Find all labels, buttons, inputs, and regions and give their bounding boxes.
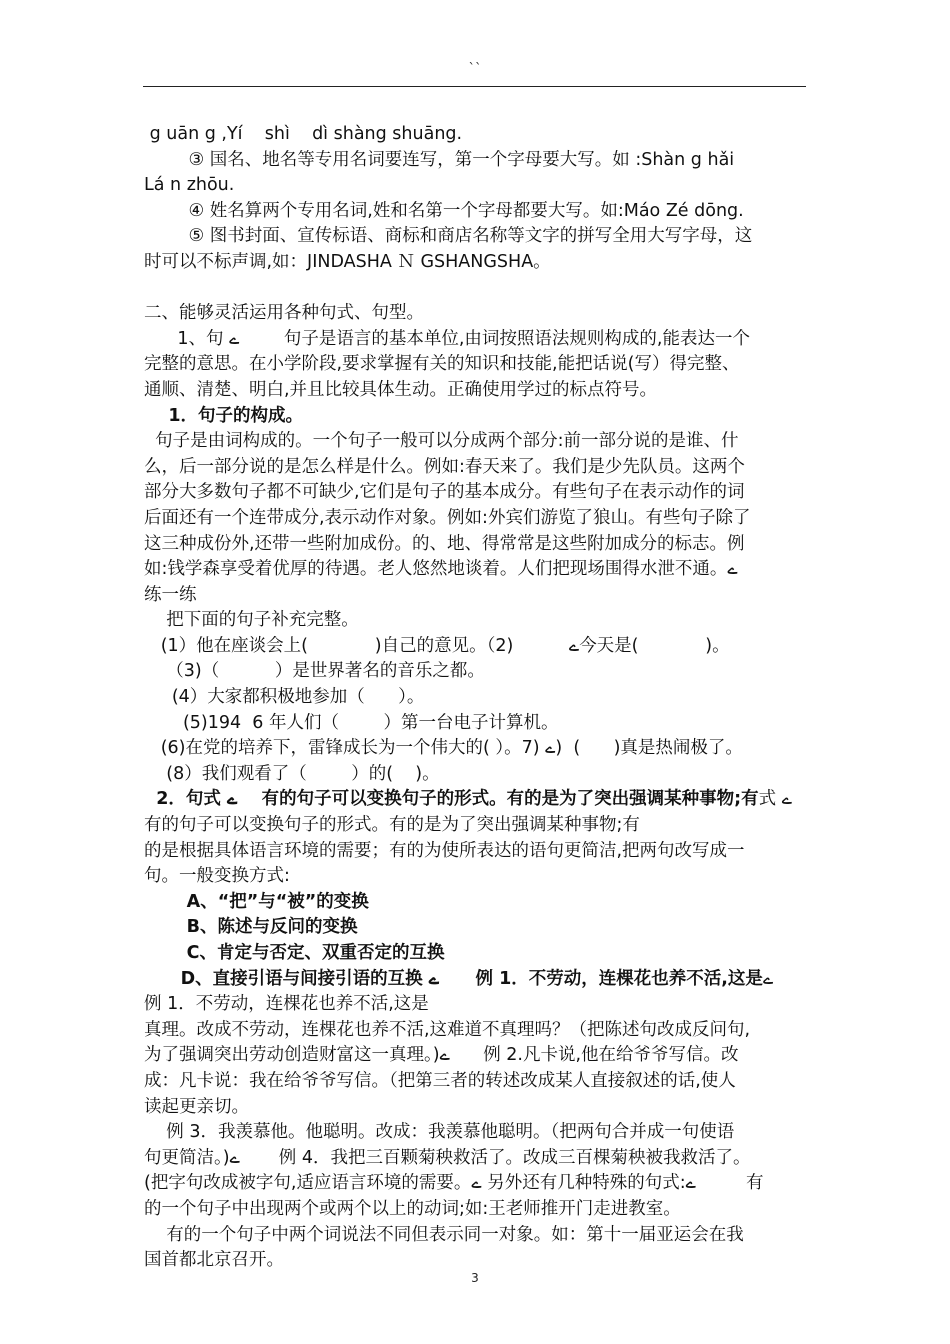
text-line: Lá n zhōu. (144, 175, 235, 196)
text-line: 国首都北京召开。 (144, 1250, 284, 1271)
text-line: (6)在党的培养下，雷锋成长为一个伟大的( ）。7) ے) ( )真是热闹极了。 (144, 738, 743, 759)
line-text: ے 例 1．不劳动，连棵花也养不活,这是 (144, 968, 807, 1015)
text-line: 句更简洁。)ے 例 4．我把三百颗菊秧救活了。改成三百棵菊秧被我救活了。 (144, 1147, 751, 1168)
text-line: C、肯定与否定、双重否定的互换 (144, 943, 445, 963)
text-line (144, 787, 815, 838)
text-line: 读起更亲切。 (144, 1096, 249, 1117)
bold-heading: 2．句式 ے 有的句子可以变换句子的形式。有的是为了突出强调某种事物;有 (144, 789, 759, 810)
text-line (144, 967, 808, 1018)
text-line: (4）大家都积极地参加（ ）。 (144, 687, 425, 708)
text-line: 如:钱学森享受着优厚的待遇。老人悠然地谈着。人们把现场围得水泄不通。ے (144, 559, 738, 580)
text-line: (把字句改成被字句,适应语言环境的需要。ے 另外还有几种特殊的句式:ے 有 (144, 1173, 764, 1194)
text-line: (8）我们观看了（ ）的( )。 (144, 763, 440, 784)
text-line: (5)194 6 年人们（ ）第一台电子计算机。 (144, 712, 559, 733)
page-number: 3 (471, 1271, 479, 1285)
text-line: 把下面的句子补充完整。 (144, 610, 359, 631)
text-line: ④ 姓名算两个专用名词,姓和名第一个字母都要大写。如:Máo Zé dōng. (144, 200, 744, 221)
line-text: 式 ے 有的句子可以变换句子的形式。有的是为了突出强调某种事物;有 (144, 789, 815, 836)
header-mark: `` (468, 62, 482, 77)
text-line: 么，后一部分说的是怎么样是什么。例如:春天来了。我们是少先队员。这两个 (144, 456, 745, 477)
text-line: 真理。改成不劳动，连棵花也养不活,这难道不真理吗？（把陈述句改成反问句, (144, 1019, 751, 1040)
text-line: 1、句 ے 句子是语言的基本单位,由词按照语法规则构成的,能表达一个 (144, 328, 750, 349)
header-rule (143, 86, 806, 87)
text-line: A、“把”与“被”的变换 (144, 891, 369, 912)
text-line (144, 276, 808, 302)
text-line: 这三种成份外,还带一些附加成份。的、地、得常常是这些附加成分的标志。例 (144, 533, 745, 554)
text-line: g uān g ,Yí shì dì shàng shuāng. (144, 124, 463, 144)
text-line: 有的一个句子中两个词说法不同但表示同一对象。如：第十一届亚运会在我 (144, 1224, 744, 1245)
text-line: B、陈述与反问的变换 (144, 917, 358, 938)
text-line: 的一个句子中出现两个或两个以上的动词;如:王老师推开门走进教室。 (144, 1198, 681, 1219)
bold-heading: D、直接引语与间接引语的互换 ے 例 1．不劳动，连棵花也养不活,这是 (144, 968, 763, 989)
text-line: 句子是由词构成的。一个句子一般可以分成两个部分:前一部分说的是谁、什 (144, 431, 739, 452)
text-line: 二、能够灵活运用各种句式、句型。 (144, 303, 424, 324)
text-line: 部分大多数句子都不可缺少,它们是句子的基本成分。有些句子在表示动作的词 (144, 482, 745, 503)
text-line: 例 3．我羡慕他。他聪明。改成：我羡慕他聪明。（把两句合并成一句使语 (144, 1122, 735, 1143)
text-line: 通顺、清楚、明白,并且比较具体生动。正确使用学过的标点符号。 (144, 379, 658, 400)
text-line: 时可以不标声调,如：JINDASHA Ｎ GSHANGSHA。 (144, 251, 551, 272)
text-line: 成：凡卡说：我在给爷爷写信。（把第三者的转述改成某人直接叙述的话,使人 (144, 1070, 736, 1091)
text-line: （3)（ ）是世界著名的音乐之都。 (144, 661, 485, 682)
text-line: ③ 国名、地名等专用名词要连写，第一个字母要大写。如 :Shàn g hǎi (144, 149, 735, 170)
text-line: 后面还有一个连带成分,表示动作对象。例如:外宾们游览了狼山。有些句子除了 (144, 507, 751, 528)
text-line: (1）他在座谈会上( )自己的意见。（2) ے今天是( )。 (144, 635, 730, 656)
text-line: 完整的意思。在小学阶段,要求掌握有关的知识和技能,能把话说(写）得完整、 (144, 354, 740, 375)
text-line: 句。一般变换方式: (144, 866, 290, 887)
text-line: ⑤ 图书封面、宣传标语、商标和商店名称等文字的拼写全用大写字母，这 (144, 226, 753, 247)
text-line: 1．句子的构成。 (144, 405, 304, 426)
text-line: 为了强调突出劳动创造财富这一真理。)ے 例 2.凡卡说,他在给爷爷写信。改 (144, 1045, 739, 1066)
body-text (144, 122, 815, 1274)
text-line: 的是根据具体语言环境的需要；有的为使所表达的语句更简洁,把两句改写成一 (144, 840, 745, 861)
text-line: 练一练 (144, 584, 197, 605)
